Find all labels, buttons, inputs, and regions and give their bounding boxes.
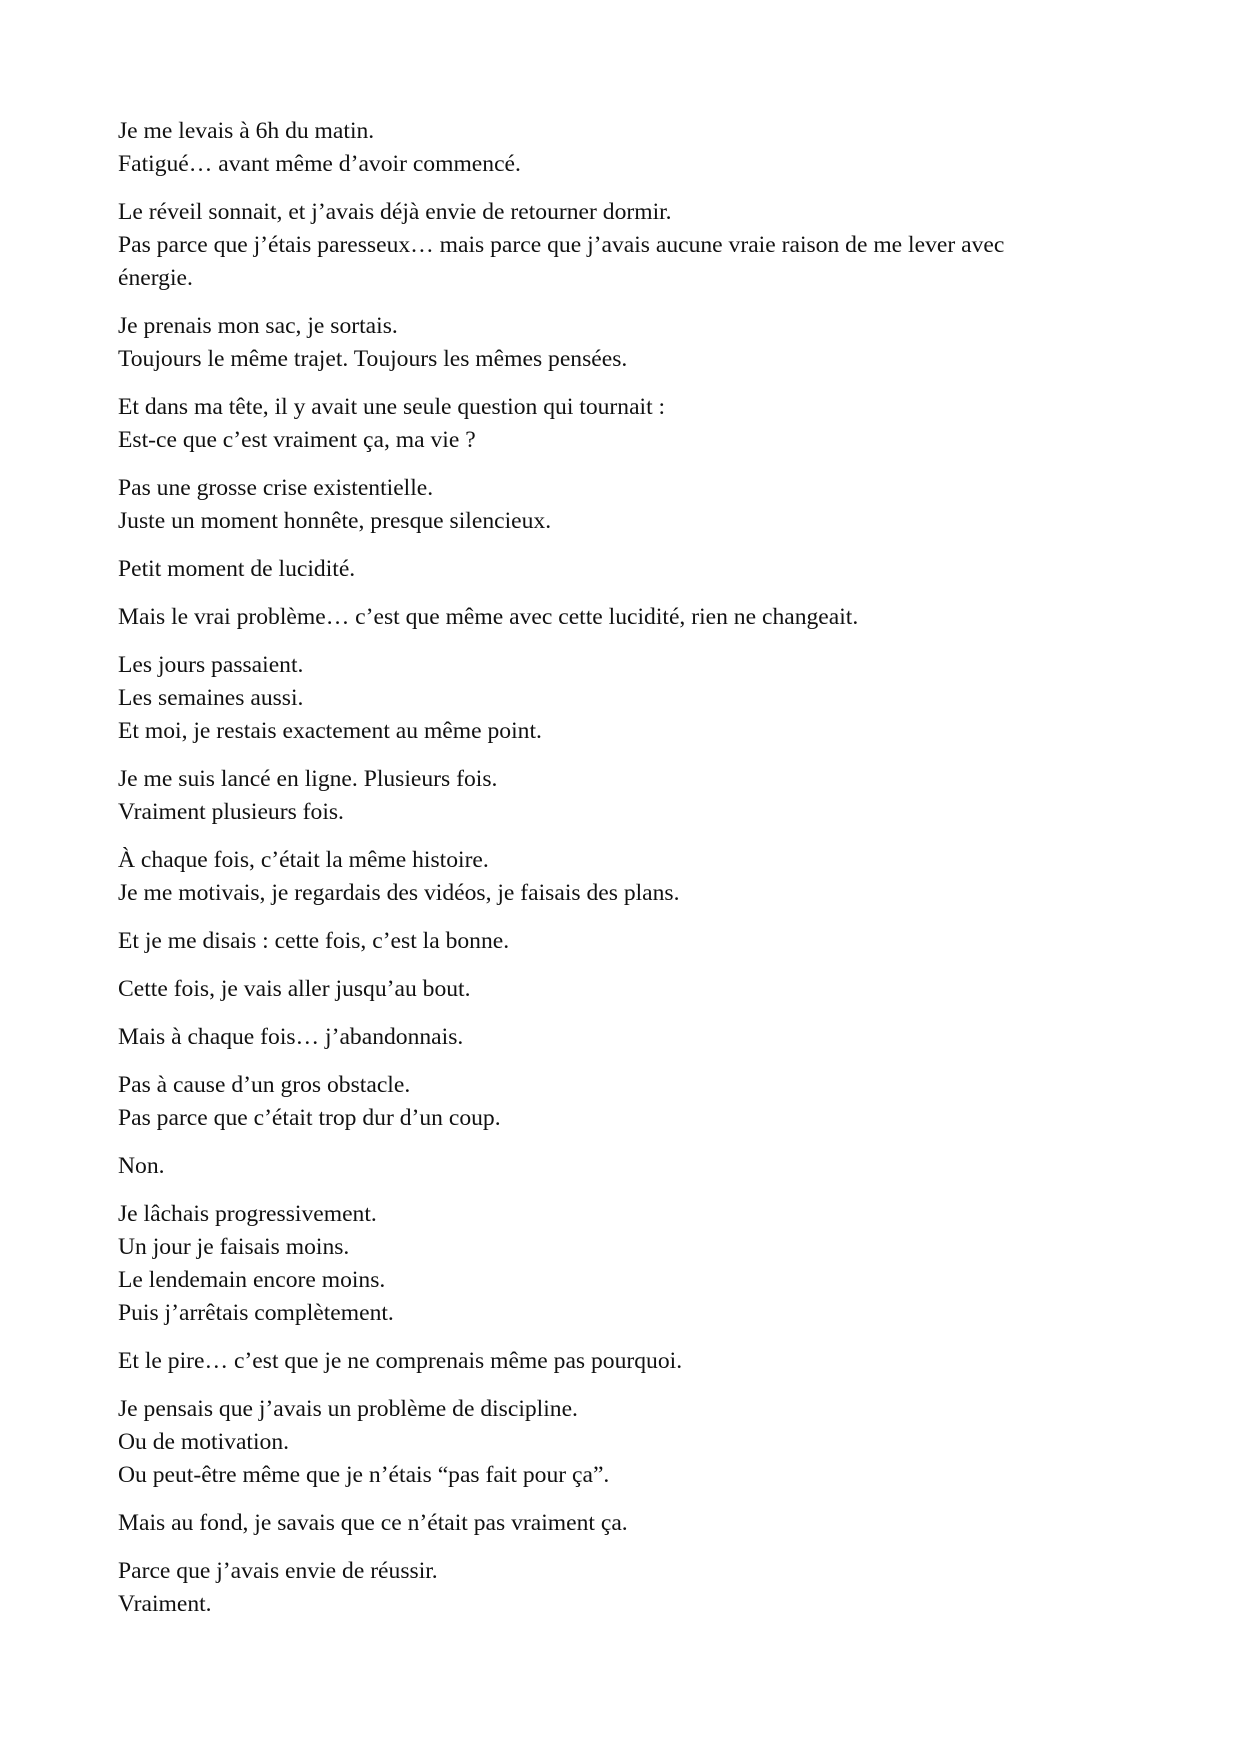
text-line: Et moi, je restais exactement au même point. (118, 718, 542, 744)
paragraph (118, 1507, 1128, 1540)
paragraph (118, 973, 1128, 1006)
text-line: Le réveil sonnait, et j’avais déjà envie de retourner dormir. (118, 199, 672, 225)
text-line: Et le pire… c’est que je ne comprenais même pas pourquoi. (118, 1348, 683, 1374)
paragraph (118, 1345, 1128, 1378)
text-line: Les jours passaient. (118, 652, 304, 678)
text-line: Mais le vrai problème… c’est que même avec cette lucidité, rien ne changeait. (118, 604, 859, 630)
text-line: Non. (118, 1153, 165, 1179)
paragraph (118, 196, 1128, 295)
text-line: Pas à cause d’un gros obstacle. (118, 1072, 411, 1098)
text-line: Je pensais que j’avais un problème de discipline. (118, 1396, 578, 1422)
paragraph (118, 1198, 1128, 1330)
text-line: Pas parce que j’étais paresseux… mais parce que j’avais aucune vraie raison de me lever avec (118, 232, 1005, 258)
paragraph (118, 1555, 1128, 1621)
paragraph (118, 472, 1128, 538)
text-line: Je lâchais progressivement. (118, 1201, 377, 1227)
paragraph (118, 115, 1128, 181)
text-line: Ou peut-être même que je n’étais “pas fait pour ça”. (118, 1462, 610, 1488)
text-line: Je me motivais, je regardais des vidéos, je faisais des plans. (118, 880, 680, 906)
text-line: Pas une grosse crise existentielle. (118, 475, 434, 501)
paragraph (118, 601, 1128, 634)
text-line: Pas parce que c’était trop dur d’un coup. (118, 1105, 501, 1131)
document-body (118, 115, 1128, 1636)
text-line: Les semaines aussi. (118, 685, 304, 711)
text-line: Toujours le même trajet. Toujours les mêmes pensées. (118, 346, 628, 372)
text-line: Je me levais à 6h du matin. (118, 118, 375, 144)
paragraph (118, 1021, 1128, 1054)
text-line: Et je me disais : cette fois, c’est la bonne. (118, 928, 510, 954)
text-line: Ou de motivation. (118, 1429, 290, 1455)
text-line: énergie. (118, 265, 193, 291)
text-line: Je prenais mon sac, je sortais. (118, 313, 398, 339)
paragraph (118, 553, 1128, 586)
text-line: Et dans ma tête, il y avait une seule question qui tournait : (118, 394, 666, 420)
text-line: Mais au fond, je savais que ce n’était pas vraiment ça. (118, 1510, 628, 1536)
text-line: Un jour je faisais moins. (118, 1234, 350, 1260)
paragraph (118, 844, 1128, 910)
paragraph (118, 1393, 1128, 1492)
paragraph (118, 1150, 1128, 1183)
text-line: Le lendemain encore moins. (118, 1267, 386, 1293)
text-line: Vraiment plusieurs fois. (118, 799, 344, 825)
text-line: Est-ce que c’est vraiment ça, ma vie ? (118, 427, 476, 453)
text-line: À chaque fois, c’était la même histoire. (118, 847, 489, 873)
text-line: Je me suis lancé en ligne. Plusieurs fois. (118, 766, 498, 792)
paragraph (118, 391, 1128, 457)
text-line: Mais à chaque fois… j’abandonnais. (118, 1024, 464, 1050)
text-line: Cette fois, je vais aller jusqu’au bout. (118, 976, 471, 1002)
paragraph (118, 649, 1128, 748)
text-line: Juste un moment honnête, presque silencieux. (118, 508, 552, 534)
text-line: Fatigué… avant même d’avoir commencé. (118, 151, 521, 177)
paragraph (118, 1069, 1128, 1135)
paragraph (118, 310, 1128, 376)
text-line: Parce que j’avais envie de réussir. (118, 1558, 438, 1584)
paragraph (118, 925, 1128, 958)
text-line: Petit moment de lucidité. (118, 556, 356, 582)
text-line: Vraiment. (118, 1591, 212, 1617)
paragraph (118, 763, 1128, 829)
text-line: Puis j’arrêtais complètement. (118, 1300, 394, 1326)
